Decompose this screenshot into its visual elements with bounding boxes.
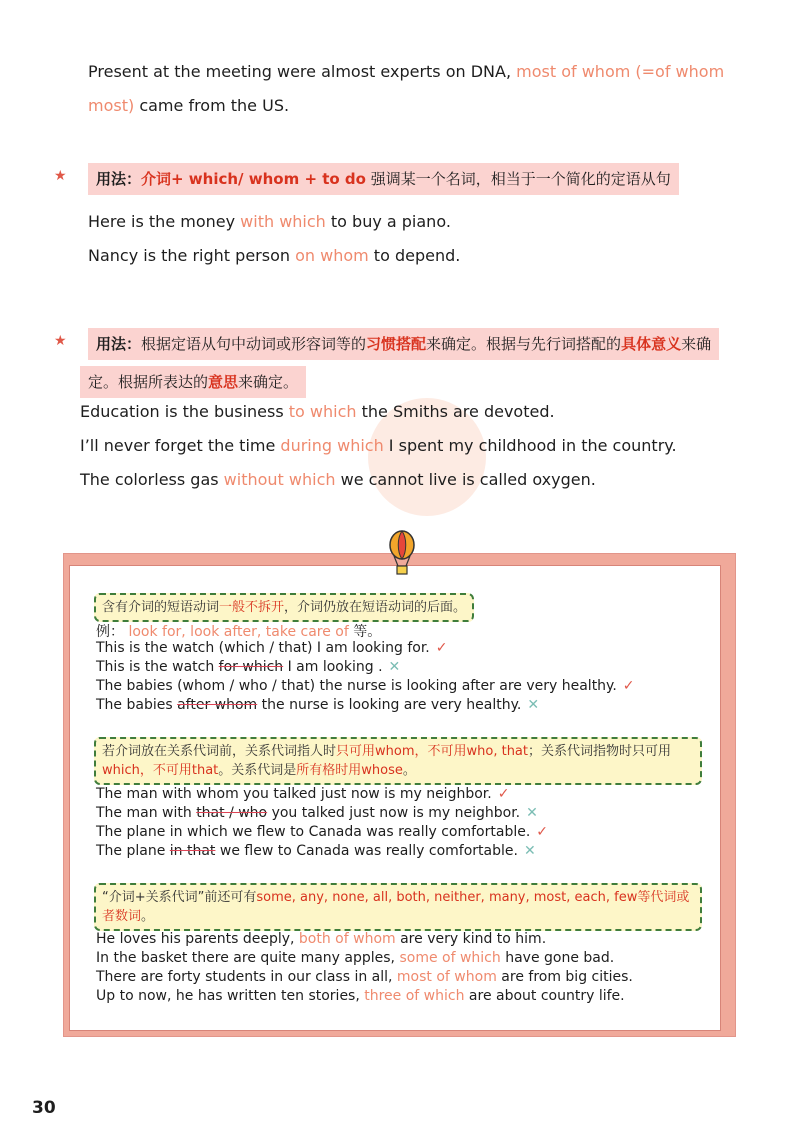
panel-sentence-11 (96, 969, 633, 985)
rule-2-text: 来确 (681, 335, 712, 353)
rule-1-example-1 (88, 212, 451, 231)
example-highlight: with which (240, 212, 326, 231)
sentence-text: This is the watch (96, 659, 219, 675)
sentence-text: are very kind to him. (395, 931, 547, 947)
example-text: came from the US. (134, 96, 290, 115)
tip-note-2 (94, 737, 702, 785)
sentence-text: are from big cities. (496, 969, 633, 985)
example-text: Education is the business (80, 402, 289, 421)
panel-sentence-3 (96, 678, 635, 694)
rule-1-key: 介词+ which/ whom + to do (141, 170, 366, 188)
note-text: 。关系代词是 (218, 763, 297, 778)
example-text: to depend. (368, 246, 461, 265)
rule-2-text: 定。根据所表达的 (88, 373, 209, 391)
example-text: I’ll never forget the time (80, 436, 281, 455)
example-highlight: during which (280, 436, 384, 455)
example-text: the Smiths are devoted. (356, 402, 555, 421)
struck-text: after whom (177, 697, 258, 713)
example-text: 等。 (348, 624, 382, 640)
rule-1-band (88, 163, 679, 195)
panel-sentence-2 (96, 659, 400, 675)
example-text: I spent my childhood in the country. (383, 436, 677, 455)
rule-2-key: 意思 (208, 373, 239, 391)
rule-2-text: 来确定。根据与先行词搭配的 (426, 335, 622, 353)
rule-2-key: 具体意义 (621, 335, 682, 353)
sentence-text: are about country life. (464, 988, 625, 1004)
panel-sentence-8 (96, 843, 536, 859)
sentence-text: The plane in which we flew to Canada was really comfortable. (96, 824, 531, 840)
panel-sentence-4 (96, 697, 539, 713)
top-example-line2 (88, 96, 289, 115)
sentence-text: you talked just now is my neighbor. (267, 805, 521, 821)
sentence-text: The babies (96, 697, 178, 713)
sentence-text: The plane (96, 843, 170, 859)
cross-icon: ✕ (523, 843, 536, 859)
example-text: Here is the money (88, 212, 241, 231)
rule-1-example-2 (88, 246, 460, 265)
struck-text: for which (218, 659, 284, 675)
panel-sentence-10 (96, 950, 614, 966)
sentence-text: He loves his parents deeply, (96, 931, 299, 947)
example-text: we cannot live is called oxygen. (335, 470, 596, 489)
example-highlight: look for, look after, take care of (128, 624, 349, 640)
example-highlight: some of which (399, 950, 501, 966)
rule-2-band-line1 (88, 328, 719, 360)
star-icon: ★ (54, 333, 67, 349)
panel-sentence-5 (96, 786, 509, 802)
rule-2-cont (80, 366, 306, 398)
note-text: ；关系代词指物时只可用 (528, 744, 672, 759)
rule-2-key: 习惯搭配 (366, 335, 427, 353)
note-key: which，不可用that (102, 763, 219, 778)
note-key: 一般不拆开 (219, 600, 285, 615)
note-text: ，介词仍放在短语动词的后面。 (284, 600, 467, 615)
tip-note-3 (94, 883, 702, 931)
sentence-text: The babies (whom / who / that) the nurse is looking after are very healthy. (96, 678, 617, 694)
example-text: Nancy is the right person (88, 246, 296, 265)
rule-2-text: 来确定。 (238, 373, 299, 391)
sentence-text: we flew to Canada was really comfortable. (215, 843, 518, 859)
sentence-text: Up to now, he has written ten stories, (96, 988, 365, 1004)
note-text: “介词+关系代词”前还可有 (102, 890, 257, 905)
top-example-line1 (88, 62, 724, 81)
star-icon: ★ (54, 168, 67, 184)
rule-2 (54, 328, 719, 360)
panel-sentence-1 (96, 640, 448, 656)
cross-icon: ✕ (526, 805, 538, 821)
panel-sentence-12 (96, 988, 625, 1004)
rule-2-example-1 (80, 402, 555, 421)
note-key: 所有格时用whose (296, 763, 403, 778)
example-text: The colorless gas (80, 470, 224, 489)
sentence-text: the nurse is looking are very healthy. (257, 697, 522, 713)
page-number: 30 (32, 1098, 56, 1118)
check-icon: ✓ (536, 824, 549, 840)
panel-sentence-7 (96, 824, 548, 840)
rule-2-text: 根据定语从句中动词或形容词等的 (141, 335, 367, 353)
sentence-text: There are forty students in our class in all, (96, 969, 397, 985)
sentence-text: have gone bad. (500, 950, 615, 966)
example-highlight: without which (223, 470, 336, 489)
rule-2-example-3 (80, 470, 596, 489)
hot-air-balloon-icon (388, 530, 416, 578)
sentence-text: The man with whom you talked just now is my neighbor. (96, 786, 492, 802)
note-key: some, any, none, all, both, neither, many, most, each, few等代词或者数词 (102, 890, 690, 924)
example-highlight: most of whom (396, 969, 497, 985)
example-highlight: on whom (295, 246, 369, 265)
example-text: to buy a piano. (325, 212, 451, 231)
sentence-text: I am looking . (283, 659, 383, 675)
example-text: Present at the meeting were almost experts on DNA, (88, 62, 512, 81)
panel-sentence-9 (96, 931, 546, 947)
example-label: 例： (96, 624, 124, 640)
rule-2-example-2 (80, 436, 677, 455)
cross-icon: ✕ (388, 659, 401, 675)
example-highlight: most of whom (=of whom (511, 62, 725, 81)
usage-tag: 用法： (96, 335, 142, 353)
note-text: 。 (141, 909, 155, 924)
sentence-text: This is the watch (which / that) I am looking for. (96, 640, 430, 656)
example-highlight: most) (88, 96, 135, 115)
usage-tag: 用法： (96, 170, 142, 188)
note-text: 含有介词的短语动词 (102, 600, 220, 615)
note-text: 若介词放在关系代词前，关系代词指人时 (102, 744, 337, 759)
struck-text: in that (169, 843, 216, 859)
check-icon: ✓ (497, 786, 510, 802)
panel-sentence-6 (96, 805, 538, 821)
rule-1-text: 强调某一个名词，相当于一个简化的定语从句 (365, 170, 671, 188)
struck-text: that / who (196, 805, 268, 821)
check-icon: ✓ (435, 640, 448, 656)
note-text: 。 (402, 763, 416, 778)
cross-icon: ✕ (527, 697, 540, 713)
example-highlight: to which (288, 402, 357, 421)
rule-1 (54, 163, 679, 195)
note-key: 只可用whom，不可用who, that (336, 744, 528, 759)
example-label-line (96, 621, 381, 641)
check-icon: ✓ (622, 678, 635, 694)
rule-2-band-line2 (80, 366, 306, 398)
sentence-text: In the basket there are quite many apples, (96, 950, 400, 966)
sentence-text: The man with (96, 805, 197, 821)
tip-note-1 (94, 593, 474, 622)
example-highlight: both of whom (298, 931, 396, 947)
example-highlight: three of which (364, 988, 465, 1004)
